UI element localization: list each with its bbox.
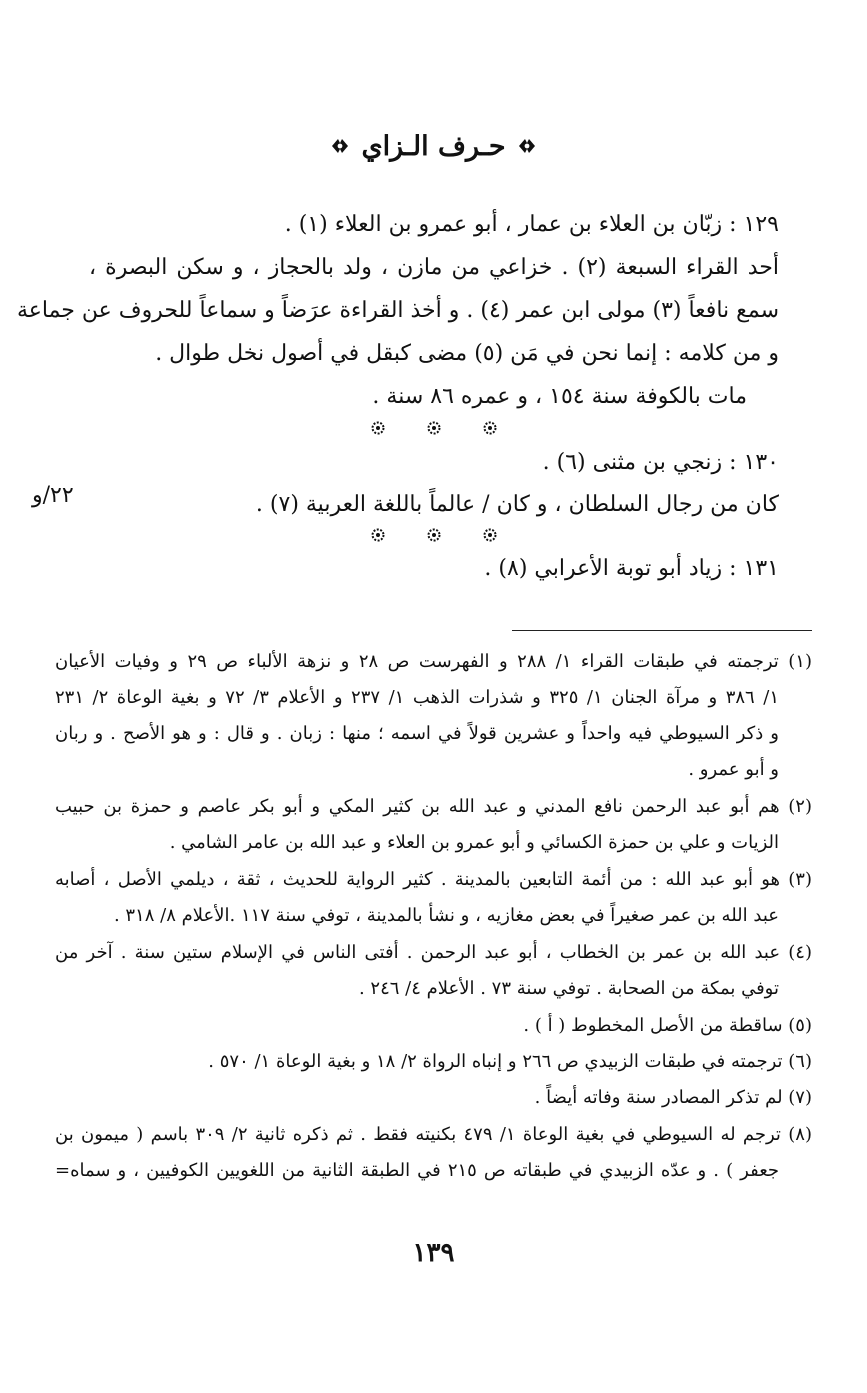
flower-icon <box>371 421 385 435</box>
footnote-line: (٨) ترجم له السيوطي في بغية الوعاة ١/ ٤٧٩ بكنيته فقط . ثم ذكره ثانية ٢/ ٣٠٩ باسم ( ميمون بن <box>55 1124 812 1145</box>
footnote-line: (٣) هو أبو عبد الله : من أئمة التابعين بالمدينة . كثير الرواية للحديث ، ثقة ، ديلمي الأصل ، أصابه <box>55 869 812 890</box>
footnote-line: (٦) ترجمته في طبقات الزبيدي ص ٢٦٦ و إنباه الرواة ٢/ ١٨ و بغية الوعاة ١/ ٥٧٠ . <box>208 1051 812 1072</box>
body-text-line: سمع نافعاً (٣) مولى ابن عمر (٤) . و أخذ القراءة عرَضاً و سماعاً للحروف عن جماعة <box>16 298 779 323</box>
body-text-line: كان من رجال السلطان ، و كان / عالماً باللغة العربية (٧) . <box>255 492 779 517</box>
footnote-line: و أبو عمرو . <box>688 759 779 780</box>
section-divider <box>0 528 867 542</box>
flower-icon <box>427 421 441 435</box>
flower-icon <box>483 528 497 542</box>
flower-icon <box>371 528 385 542</box>
footnote-line: الزيات و علي بن حمزة الكسائي و أبو عمرو بن العلاء و عبد الله بن عامر الشامي . <box>169 832 779 853</box>
flower-icon <box>427 528 441 542</box>
footnote-line: (٤) عبد الله بن عمر بن الخطاب ، أبو عبد الرحمن . أفتى الناس في الإسلام ستين سنة . آخر من <box>55 942 812 963</box>
body-text-line: و من كلامه : إنما نحن في مَن (٥) مضى كبقل في أصول نخل طوال . <box>155 341 779 366</box>
footnote-line: (١) ترجمته في طبقات القراء ١/ ٢٨٨ و الفهرست ص ٢٨ و نزهة الألباء ص ٢٩ و وفيات الأعيان <box>55 651 812 672</box>
footnote-line: توفي بمكة من الصحابة . توفي سنة ٧٣ . الأعلام ٤/ ٢٤٦ . <box>358 978 779 999</box>
footnote-line: و ذكر السيوطي فيه واحداً و عشرين قولاً في اسمه ؛ منها : زبان . و قال : و هو الأصح . و ربان <box>55 723 779 744</box>
footnote-line: عبد الله بن عمر صغيراً في بعض مغازيه ، و نشأ بالمدينة ، توفي سنة ١١٧ .الأعلام ٨/ ٣١٨ . <box>113 905 779 926</box>
footnote-line: (٧) لم تذكر المصادر سنة وفاته أيضاً . <box>534 1087 812 1108</box>
ornament-icon <box>516 135 538 157</box>
footnote-line: (٥) ساقطة من الأصل المخطوط ( أ ) . <box>523 1015 812 1036</box>
entry-heading: ١٢٩ : زبّان بن العلاء بن عمار ، أبو عمرو بن العلاء (١) . <box>284 212 779 237</box>
section-divider <box>0 421 867 435</box>
footnote-separator <box>512 630 812 631</box>
body-text-line: أحد القراء السبعة (٢) . خزاعي من مازن ، ولد بالحجاز ، و سكن البصرة ، <box>89 255 779 280</box>
page-number: ١٣٩ <box>412 1238 455 1268</box>
footnote-line: (٢) هم أبو عبد الرحمن نافع المدني و عبد الله بن كثير المكي و أبو بكر عاصم و حمزة بن حبيب <box>55 796 812 817</box>
ornament-icon <box>329 135 351 157</box>
chapter-title: حـرف الـزاي <box>361 130 506 162</box>
chapter-header <box>0 128 867 164</box>
flower-icon <box>483 421 497 435</box>
footnote-line: جعفر ) . و عدّه الزبيدي في طبقاته ص ٢١٥ في الطبقة الثانية من اللغويين الكوفيين ، و سماه= <box>55 1160 779 1181</box>
entry-heading: ١٣٠ : زنجي بن مثنى (٦) . <box>542 450 779 475</box>
margin-note: ٢٢/و <box>32 483 74 508</box>
entry-heading: ١٣١ : زياد أبو توبة الأعرابي (٨) . <box>484 556 779 581</box>
body-text-line: مات بالكوفة سنة ١٥٤ ، و عمره ٨٦ سنة . <box>372 384 747 409</box>
footnote-line: ١/ ٣٨٦ و مرآة الجنان ١/ ٣٢٥ و شذرات الذهب ١/ ٢٣٧ و الأعلام ٣/ ٧٢ و بغية الوعاة ٢/ ٢٣١ <box>55 687 779 708</box>
